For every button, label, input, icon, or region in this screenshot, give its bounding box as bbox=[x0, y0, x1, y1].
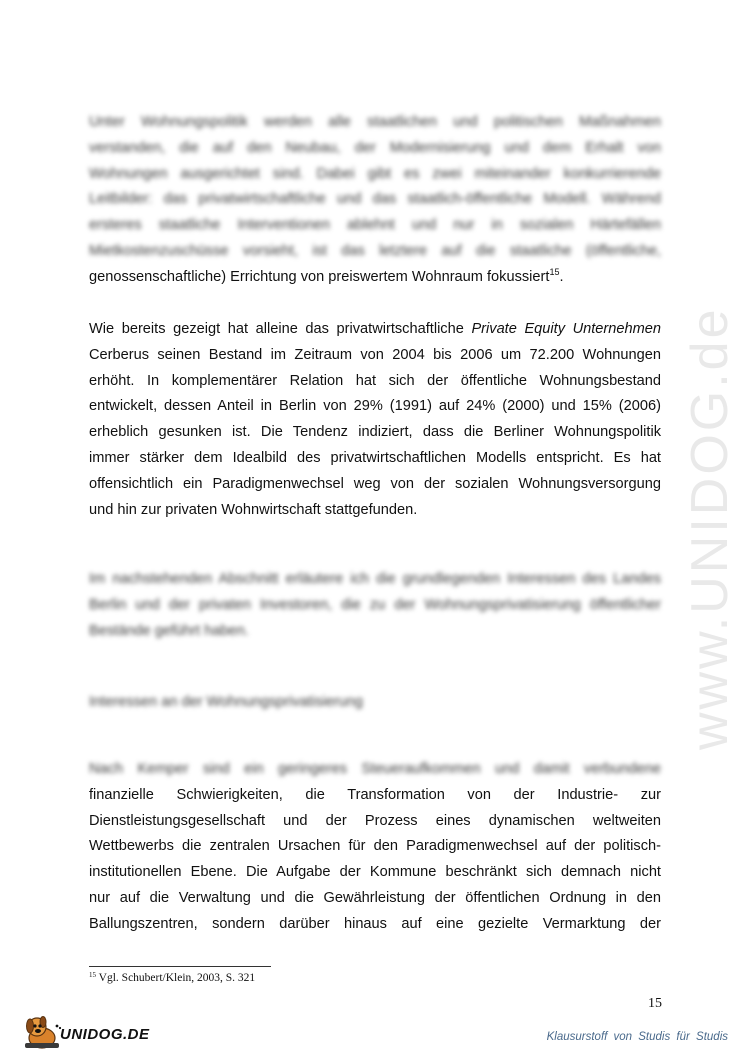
text-line: Wettbewerbs die zentralen Ursachen für den Paradigmenwechsel auf der politisch- bbox=[89, 838, 661, 855]
logo-text: UNIDOG.DE bbox=[60, 1026, 150, 1043]
text-line: Wohnungen ausgerichtet sind. Dabei gibt es zwei miteinander konkurrierende bbox=[89, 165, 661, 182]
text-line: Ballungszentren, sondern darüber hinaus auf eine gezielte Vermarktung der bbox=[89, 915, 661, 932]
text-line: Mietkostenzuschüsse vorsieht, ist das letztere auf die staatliche (öffentliche, bbox=[89, 242, 661, 259]
text-line: finanzielle Schwierigkeiten, die Transformation von der Industrie- zur bbox=[89, 786, 661, 803]
text-line: immer stärker dem Idealbild des privatwirtschaftlichen Modells entspricht. Es hat bbox=[89, 449, 661, 466]
page-number: 15 bbox=[648, 996, 662, 1011]
footnote-text: Vgl. Schubert/Klein, 2003, S. 321 bbox=[96, 972, 256, 984]
text-line: Unter Wohnungspolitik werden alle staatlichen und politischen Maßnahmen bbox=[89, 114, 661, 130]
dog-mascot-icon bbox=[22, 1014, 62, 1050]
heading-text: Interessen an der Wohnungsprivatisierung bbox=[89, 694, 363, 710]
footnote bbox=[89, 972, 255, 984]
text-line: Berlin und der privaten Investoren, die zu der Wohnungsprivatisierung öffentlicher bbox=[89, 596, 661, 613]
paragraph-cerberus bbox=[89, 317, 661, 523]
text-line bbox=[89, 265, 661, 291]
text-line: Dienstleistungsgesellschaft und der Prozess eines dynamischen weltweiten bbox=[89, 812, 661, 829]
text-line bbox=[89, 317, 661, 343]
text-line: Nach Kemper sind ein geringeres Steueraufkommen und damit verbundene bbox=[89, 761, 661, 777]
text-line: Cerberus seinen Bestand im Zeitraum von 2004 bis 2006 um 72.200 Wohnungen bbox=[89, 346, 661, 363]
footnote-reference: 15 bbox=[549, 266, 560, 277]
paragraph-kemper bbox=[89, 757, 661, 938]
text-line: erhöht. In komplementärer Relation hat sich der öffentliche Wohnungsbestand bbox=[89, 372, 661, 389]
paragraph-abschnitt-intro bbox=[89, 567, 661, 644]
text-line-content: Wie bereits gezeigt hat alleine das privatwirtschaftliche bbox=[89, 321, 472, 337]
text-line: erheblich gesunken ist. Die Tendenz indiziert, dass die Berliner Wohnungspolitik bbox=[89, 424, 661, 441]
text-line-end: . bbox=[559, 268, 564, 285]
section-heading bbox=[89, 690, 661, 716]
text-line: und hin zur privaten Wohnwirtschaft stattgefunden. bbox=[89, 501, 418, 518]
text-line: institutionellen Ebene. Die Aufgabe der Kommune beschränkt sich demnach nicht bbox=[89, 864, 661, 881]
text-line: nur auf die Verwaltung und die Gewährleistung der öffentlichen Ordnung in den bbox=[89, 889, 661, 906]
unidog-logo[interactable] bbox=[22, 1012, 162, 1052]
footnote-number: 15 bbox=[89, 971, 96, 979]
text-line: Bestände geführt haben. bbox=[89, 622, 249, 639]
text-line: verstanden, die auf den Neubau, der Modernisierung und dem Erhalt von bbox=[89, 139, 661, 156]
text-line: offensichtlich ein Paradigmenwechsel weg von der sozialen Wohnungsversorgung bbox=[89, 475, 661, 492]
footer-tagline: Klausurstoff von Studis für Studis bbox=[546, 1031, 728, 1043]
paragraph-wohnungspolitik bbox=[89, 110, 661, 291]
footnote-divider bbox=[89, 966, 271, 967]
emphasis-text: Private Equity Unternehmen bbox=[471, 321, 662, 337]
text-line: entwickelt, dessen Anteil in Berlin von 29% (1991) auf 24% (2000) und 15% (2006) bbox=[89, 398, 661, 415]
text-line: Im nachstehenden Abschnitt erläutere ich die grundlegenden Interessen des Landes bbox=[89, 571, 661, 587]
watermark-text: www.UNIDOG.de bbox=[681, 306, 739, 750]
text-line: Leitbilder: das privatwirtschaftliche und das staatlich-öffentliche Modell. Während bbox=[89, 191, 661, 208]
text-line-content: genossenschaftliche) Errichtung von preiswertem Wohnraum fokussiert bbox=[89, 268, 550, 285]
text-line: ersteres staatliche Interventionen ablehnt und nur in sozialen Härtefällen bbox=[89, 217, 661, 234]
